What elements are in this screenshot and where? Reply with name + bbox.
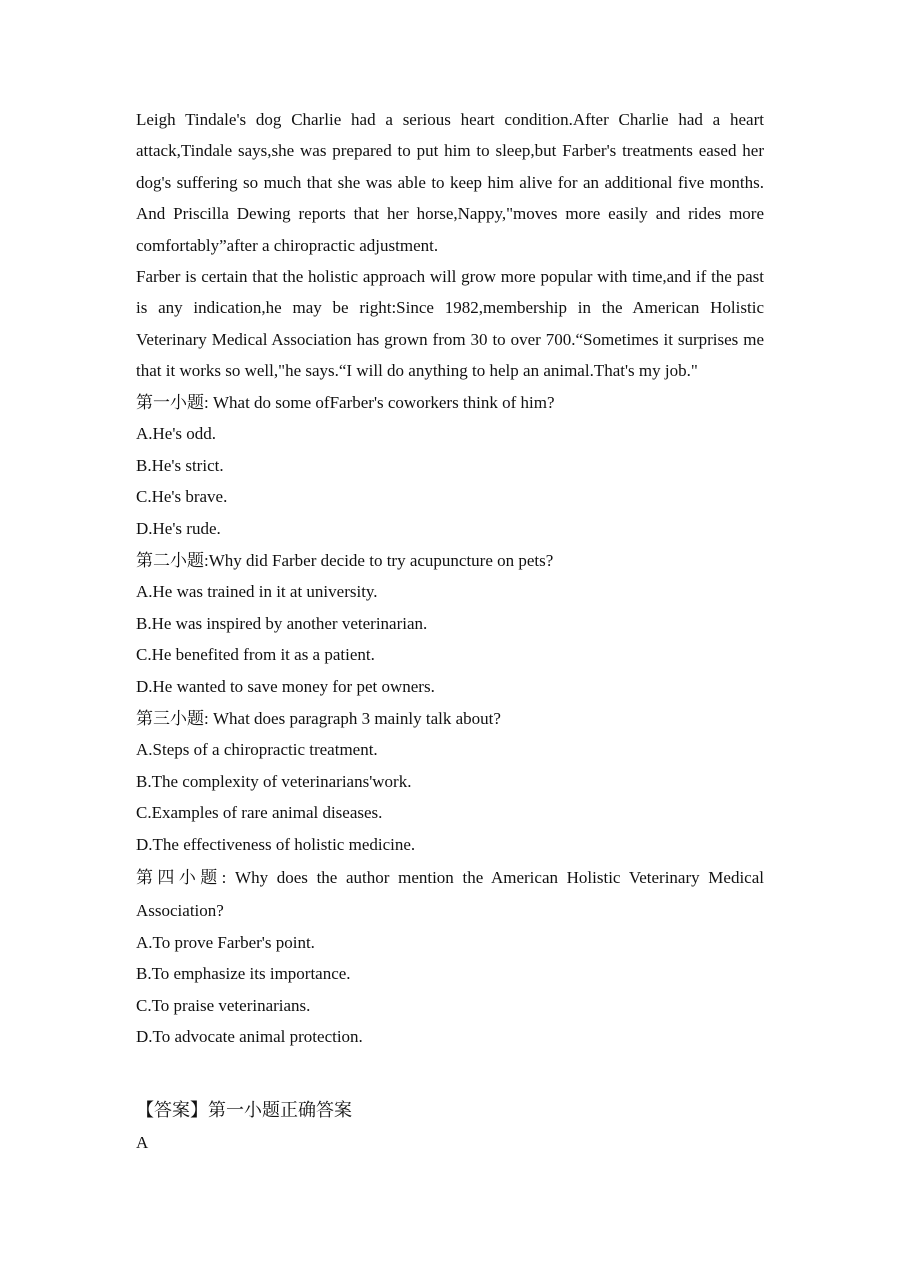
passage-paragraph-1: Leigh Tindale's dog Charlie had a serious heart condition.After Charlie had a heart attack,Tindale says,she was prepared to put him to sleep,but Farber's treatments eased her dog's suffering so much that she was able to keep him alive for an additional five months. And Priscilla Dewing reports that her horse,Nappy,"moves more easily and rides more comfortably”after a chiropractic adjustment. [136, 110, 764, 255]
option-c: C.To praise veterinarians. [136, 995, 311, 1015]
option-a: A.To prove Farber's point. [136, 932, 315, 952]
option-a: A.He was trained in it at university. [136, 582, 378, 602]
option-c: C.He benefited from it as a patient. [136, 645, 375, 665]
option-b: B.He was inspired by another veterinarian. [136, 613, 428, 633]
option-d: D.To advocate animal protection. [136, 1027, 363, 1047]
question-stem: 第四小题: Why does the author mention the American Holistic Veterinary Medical Association? [136, 867, 764, 920]
option-d: D.The effectiveness of holistic medicine. [136, 834, 416, 854]
option-a: A.Steps of a chiropractic treatment. [136, 740, 378, 760]
option-b: B.He's strict. [136, 455, 224, 475]
option-b: B.To emphasize its importance. [136, 964, 351, 984]
question-2 [136, 545, 764, 703]
question-stem: 第三小题: What does paragraph 3 mainly talk about? [136, 708, 501, 728]
question-stem: 第二小题:Why did Farber decide to try acupuncture on pets? [136, 550, 554, 570]
document-body [136, 104, 764, 1053]
option-b: B.The complexity of veterinarians'work. [136, 771, 412, 791]
option-d: D.He wanted to save money for pet owners. [136, 677, 435, 696]
passage-paragraph-2: Farber is certain that the holistic approach will grow more popular with time,and if the past is any indication,he may be right:Since 1982,membership in the American Holistic Veterinary Medical Association has grown from 30 to over 700.“Sometimes it surprises me that it works so well,"he says.“I will do anything to help an animal.That's my job." [136, 267, 764, 381]
answer-value: A [136, 1133, 149, 1152]
answer-heading: 【答案】第一小题正确答案 [136, 1100, 352, 1120]
option-c: C.Examples of rare animal diseases. [136, 803, 383, 823]
option-a: A.He's odd. [136, 424, 217, 444]
option-c: C.He's brave. [136, 487, 228, 507]
question-4 [136, 861, 764, 1053]
option-d: D.He's rude. [136, 519, 221, 539]
question-1 [136, 387, 764, 545]
question-stem: 第一小题: What do some ofFarber's coworkers think of him? [136, 392, 555, 412]
question-3 [136, 703, 764, 861]
